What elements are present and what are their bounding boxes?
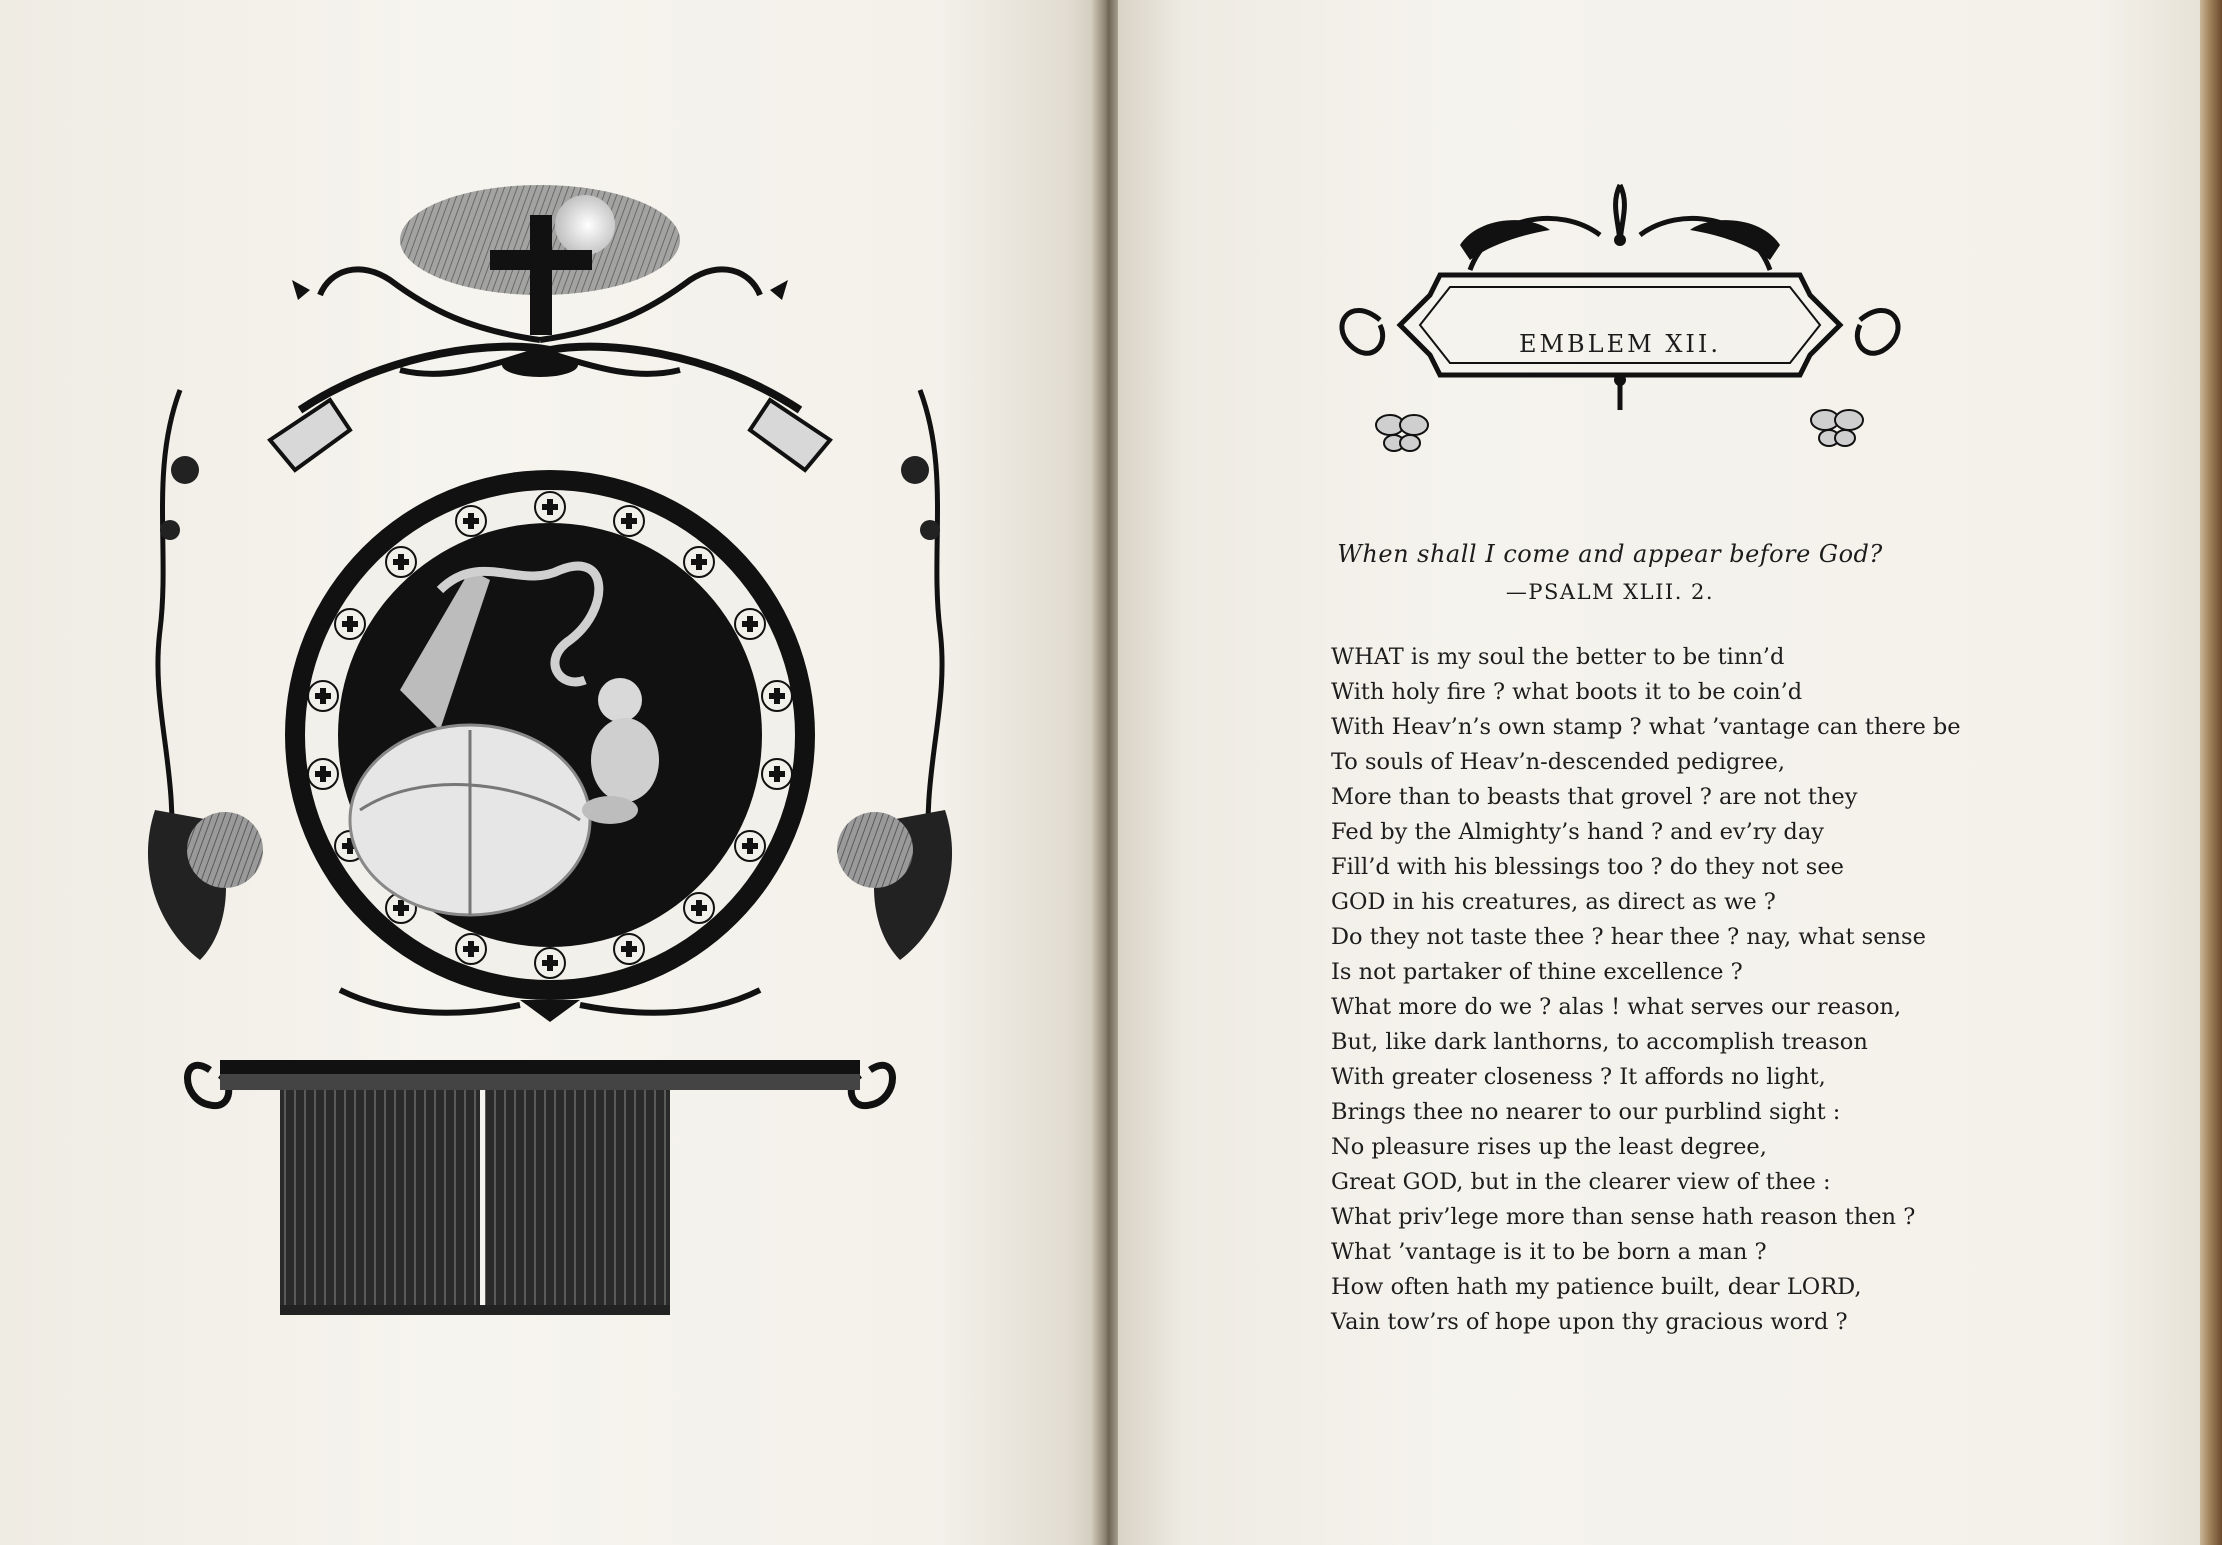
poem-line: Fill’d with his blessings too ? do they not see bbox=[1331, 854, 1844, 880]
poem-line: Vain tow’rs of hope upon thy gracious word ? bbox=[1331, 1309, 1848, 1335]
butterfly-icon bbox=[1811, 410, 1863, 446]
epigraph-citation: —PSALM XLII. 2. bbox=[1505, 580, 1715, 604]
poem-line: WHAT is my soul the better to be tinn’d bbox=[1331, 644, 1785, 670]
poem-line: GOD in his creatures, as direct as we ? bbox=[1331, 889, 1776, 915]
poem-line: How often hath my patience built, dear LORD, bbox=[1331, 1274, 1862, 1300]
poem-line: No pleasure rises up the least degree, bbox=[1331, 1134, 1767, 1160]
butterfly-icon bbox=[1376, 415, 1428, 451]
poem-line: Fed by the Almighty’s hand ? and ev’ry day bbox=[1331, 819, 1824, 845]
poem-line: Do they not taste thee ? hear thee ? nay, what sense bbox=[1331, 924, 1926, 950]
poem-line: But, like dark lanthorns, to accomplish treason bbox=[1331, 1029, 1868, 1055]
emblem-engraving bbox=[140, 170, 960, 1340]
poem-line: With Heav’n’s own stamp ? what ’vantage can there be bbox=[1331, 714, 1961, 740]
poem-line: What more do we ? alas ! what serves our reason, bbox=[1331, 994, 1902, 1020]
poem-line: What ’vantage is it to be born a man ? bbox=[1331, 1239, 1767, 1265]
epigraph bbox=[1260, 535, 1960, 611]
curtain-icon bbox=[188, 1060, 893, 1315]
poem-line: To souls of Heav’n-descended pedigree, bbox=[1331, 749, 1785, 775]
poem-line: With greater closeness ? It affords no light, bbox=[1331, 1064, 1826, 1090]
emblem-title: EMBLEM XII. bbox=[1518, 330, 1722, 358]
poem-line: More than to beasts that grovel ? are not they bbox=[1331, 784, 1858, 810]
epigraph-quote: When shall I come and appear before God? bbox=[1337, 540, 1883, 568]
roundel-frame bbox=[285, 470, 815, 1000]
poem-line: Brings thee no nearer to our purblind sight : bbox=[1331, 1099, 1841, 1125]
book-edge bbox=[2200, 0, 2222, 1545]
poem-line: Is not partaker of thine excellence ? bbox=[1331, 959, 1743, 985]
poem-line: What priv’lege more than sense hath reason then ? bbox=[1331, 1204, 1916, 1230]
poem-line: With holy fire ? what boots it to be coin’d bbox=[1331, 679, 1803, 705]
poem-line: Great GOD, but in the clearer view of thee : bbox=[1331, 1169, 1831, 1195]
poem-body bbox=[1331, 640, 2071, 1340]
